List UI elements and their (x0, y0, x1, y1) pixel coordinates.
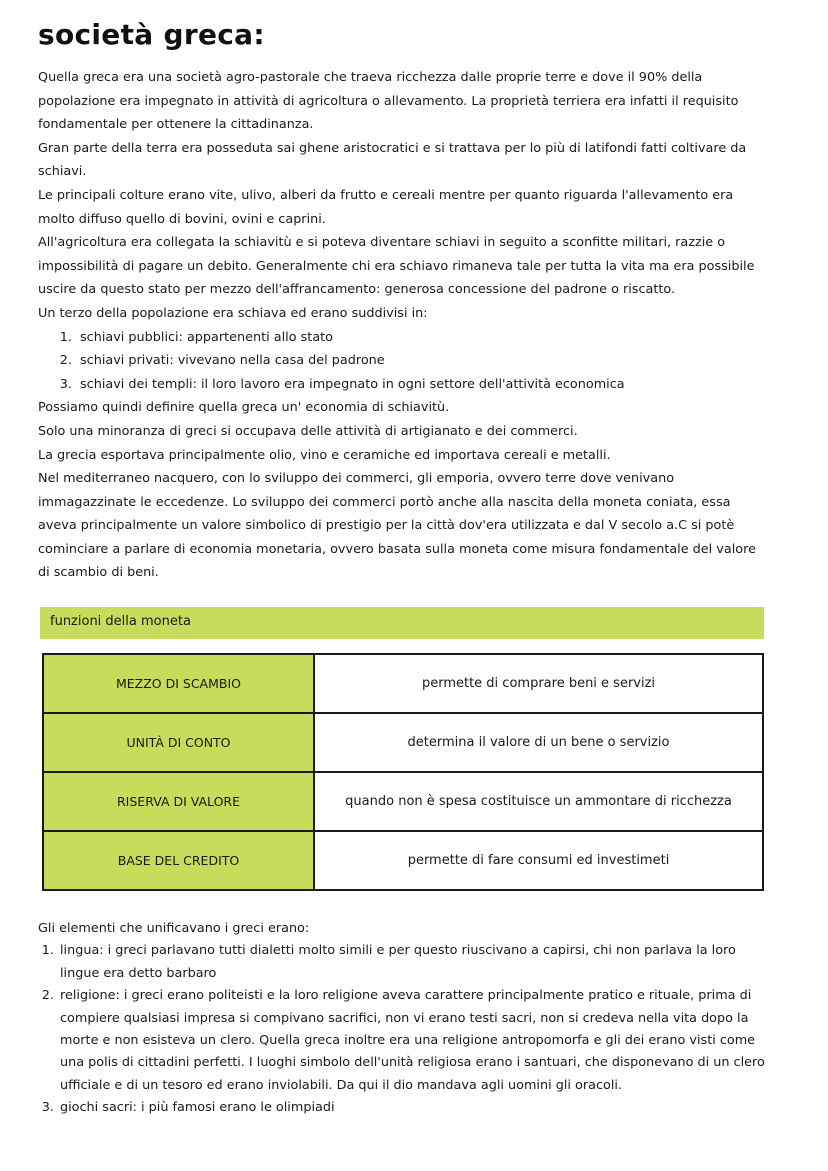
list-item: 3. schiavi dei templi: il loro lavoro era impegnato in ogni settore dell'attività economica (76, 373, 766, 397)
table-row (43, 654, 763, 713)
list-item: 1. schiavi pubblici: appartenenti allo stato (76, 326, 766, 350)
intro-text (38, 66, 766, 585)
paragraph: Quella greca era una società agro-pastorale che traeva ricchezza dalle proprie terre e dove il 90% della popolazione era impegnato in attività di agricoltura o allevamento. La proprietà terriera era infatti il requisito fondamentale per ottenere la cittadinanza. (38, 70, 739, 133)
page-title: società greca: (38, 18, 265, 51)
paragraph: Nel mediterraneo nacquero, con lo sviluppo dei commerci, gli emporia, ovvero terre dove venivano immagazzinate le eccedenze. Lo sviluppo dei commerci portò anche alla nascita della moneta coniata, essa aveva principalmente un valore simbolico di prestigio per la città dov'era utilizzata e dal V secolo a.C si potè cominciare a parlare di economia monetaria, ovvero basata sulla moneta come misura fondamentale del valore di scambio di beni. (38, 471, 756, 581)
function-description: determina il valore di un bene o servizio (314, 713, 763, 772)
unifying-elements-list (38, 940, 766, 1119)
paragraph: Gran parte della terra era posseduta sai ghene aristocratici e si trattava per lo più di latifondi fatti coltivare da schiavi. (38, 140, 747, 180)
list-item: 2. religione: i greci erano politeisti e la loro religione aveva carattere principalmente pratico e rituale, prima di compiere qualsiasi impresa si compivano sacrifici, non vi erano testi sacri, non si credeva nella vita dopo la morte e non esisteva un clero. Quella greca inoltre era una religione antropomorfa e gli dei erano visti come una polis di cittadini perfetti. I luoghi simbolo dell'unità religiosa erano i santuari, che disponevano di un clero ufficiale e di un tesoro ed erano inviolabili. Da qui il dio mandava agli uomini gli oracoli. (58, 985, 766, 1097)
paragraph: La grecia esportava principalmente olio, vino e ceramiche ed importava cereali e metalli. (38, 447, 611, 463)
function-name: UNITÀ DI CONTO (43, 713, 314, 772)
paragraph: All'agricoltura era collegata la schiavitù e si poteva diventare schiavi in seguito a sconfitte militari, razzie o impossibilità di pagare un debito. Generalmente chi era schiavo rimaneva tale per tutta la vita ma era possibile uscire da questo stato per mezzo dell'affrancamento: generosa concessione del padrone o riscatto. (38, 235, 755, 298)
slave-types-list (38, 326, 766, 397)
table-row (43, 831, 763, 890)
function-description: permette di fare consumi ed investimeti (314, 831, 763, 890)
paragraph: Le principali colture erano vite, ulivo, alberi da frutto e cereali mentre per quanto riguarda l'allevamento era molto diffuso quello di bovini, ovini e caprini. (38, 187, 734, 227)
table-row (43, 713, 763, 772)
money-functions-table (42, 653, 764, 891)
paragraph: Un terzo della popolazione era schiava ed erano suddivisi in: (38, 305, 428, 321)
function-name: RISERVA DI VALORE (43, 772, 314, 831)
function-name: BASE DEL CREDITO (43, 831, 314, 890)
unifying-elements-section (38, 918, 766, 1120)
paragraph: Gli elementi che unificavano i greci erano: (38, 921, 310, 936)
table-row (43, 772, 763, 831)
function-name: MEZZO DI SCAMBIO (43, 654, 314, 713)
paragraph: Solo una minoranza di greci si occupava delle attività di artigianato e dei commerci. (38, 423, 578, 439)
function-description: permette di comprare beni e servizi (314, 654, 763, 713)
list-item: 1. lingua: i greci parlavano tutti dialetti molto simili e per questo riuscivano a capirsi, chi non parlava la loro lingue era detto barbaro (58, 940, 766, 985)
list-item: 2. schiavi privati: vivevano nella casa del padrone (76, 349, 766, 373)
list-item: 3. giochi sacri: i più famosi erano le olimpiadi (58, 1097, 766, 1119)
function-description: quando non è spesa costituisce un ammontare di ricchezza (314, 772, 763, 831)
section-heading: funzioni della moneta (50, 614, 191, 629)
paragraph: Possiamo quindi definire quella greca un' economia di schiavitù. (38, 400, 450, 416)
section-heading-bar (40, 607, 764, 639)
